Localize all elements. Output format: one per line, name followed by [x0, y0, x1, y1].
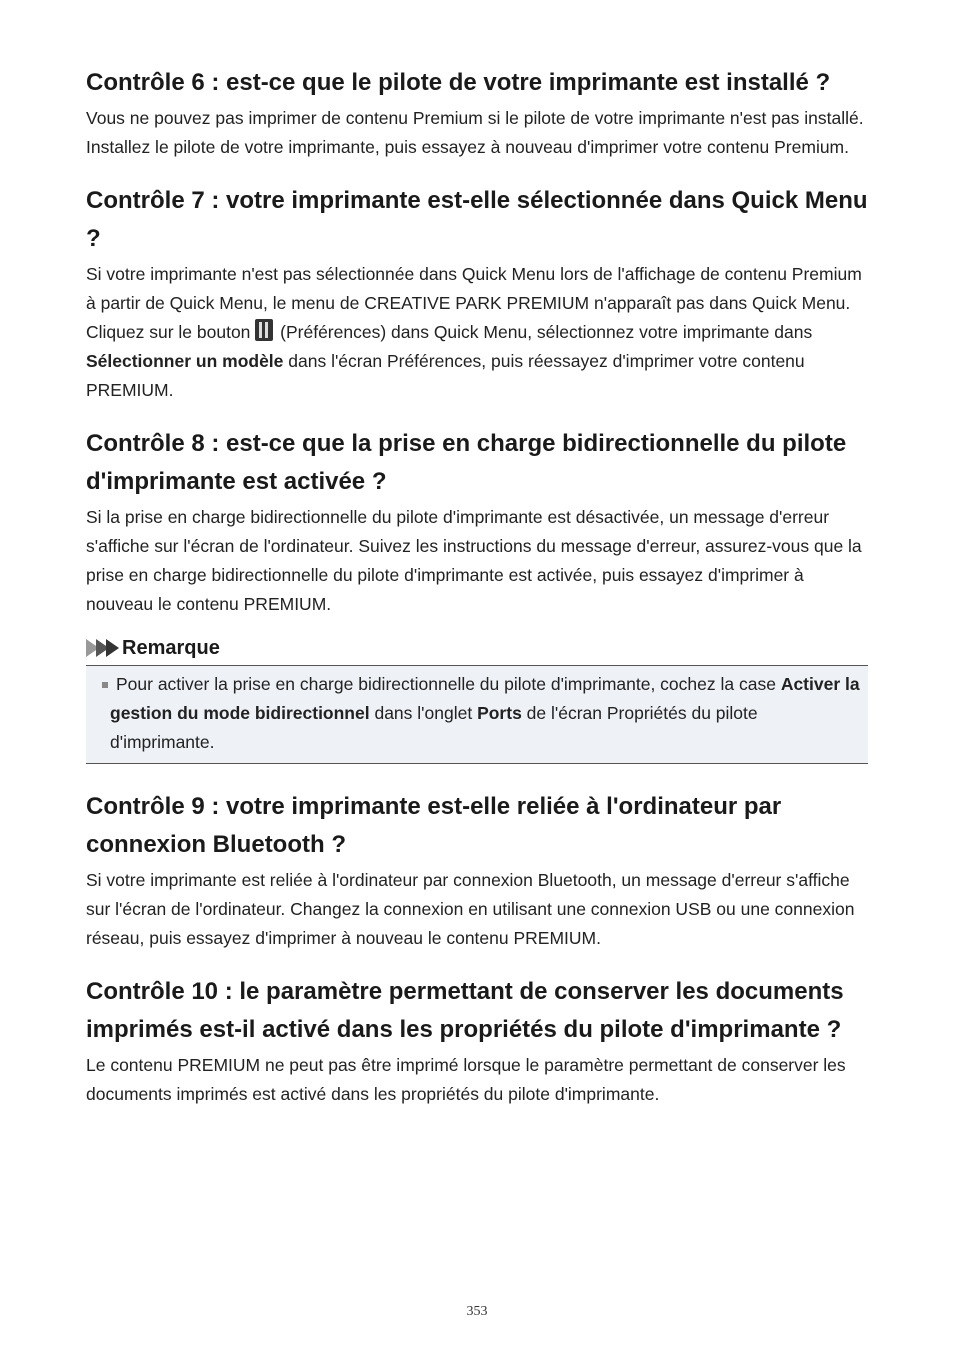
body-controle-7 [86, 260, 868, 405]
select-model-label: Sélectionner un modèle [86, 351, 284, 371]
body-controle-7-part2: (Préférences) dans Quick Menu, sélectionnez votre imprimante dans [275, 322, 813, 342]
body-controle-9: Si votre imprimante est reliée à l'ordinateur par connexion Bluetooth, un message d'erreur s'affiche sur l'écran de l'ordinateur. Changez la connexion en utilisant une connexion USB ou une connexion réseau, puis essayez d'imprimer à nouveau le contenu PREMIUM. [86, 870, 855, 948]
heading-controle-7: Contrôle 7 : votre imprimante est-elle sélectionnée dans Quick Menu ? [86, 187, 868, 252]
heading-controle-8: Contrôle 8 : est-ce que la prise en charge bidirectionnelle du pilote d'imprimante est activée ? [86, 430, 847, 495]
body-controle-10: Le contenu PREMIUM ne peut pas être imprimé lorsque le paramètre permettant de conserver les documents imprimés est activé dans les propriétés du pilote d'imprimante. [86, 1055, 846, 1104]
note-box [86, 665, 868, 764]
bullet-icon [102, 682, 108, 688]
body-controle-6: Vous ne pouvez pas imprimer de contenu Premium si le pilote de votre imprimante n'est pas installé. Installez le pilote de votre imprimante, puis essayez à nouveau d'imprimer votre contenu Premium. [86, 108, 864, 157]
body-controle-8: Si la prise en charge bidirectionnelle du pilote d'imprimante est désactivée, un message d'erreur s'affiche sur l'écran de l'ordinateur. Suivez les instructions du message d'erreur, assurez-vous que la prise en charge bidirectionnelle du pilote d'imprimante est activée, puis essayez d'imprimer à nouveau le contenu PREMIUM. [86, 507, 862, 614]
heading-controle-10: Contrôle 10 : le paramètre permettant de conserver les documents imprimés est-il activé dans les propriétés du pilote d'imprimante ? [86, 978, 844, 1043]
note-bold-2: Ports [477, 703, 522, 723]
heading-controle-9: Contrôle 9 : votre imprimante est-elle reliée à l'ordinateur par connexion Bluetooth ? [86, 793, 782, 858]
note-bold-1: Activer la gestion du mode bidirectionnel [110, 674, 860, 723]
document-page [86, 64, 868, 1129]
note-title-label: Remarque [122, 636, 220, 659]
body-controle-7-part1: Si votre imprimante n'est pas sélectionnée dans Quick Menu lors de l'affichage de contenu Premium à partir de Quick Menu, le menu de CREATIVE PARK PREMIUM n'apparaît pas dans Quick Menu. Cliquez sur le bouton [86, 264, 862, 342]
preferences-icon [255, 319, 273, 341]
note-text-1: Pour activer la prise en charge bidirectionnelle du pilote d'imprimante, cochez la case [116, 674, 781, 694]
note-arrows-icon [86, 639, 116, 657]
page-number: 353 [466, 1304, 488, 1319]
body-controle-7-part3: dans l'écran Préférences, puis réessayez d'imprimer votre contenu PREMIUM. [86, 351, 805, 400]
heading-controle-6: Contrôle 6 : est-ce que le pilote de votre imprimante est installé ? [86, 69, 831, 96]
note-title [86, 633, 868, 663]
note-text-3: de l'écran Propriétés du pilote d'imprimante. [110, 703, 758, 752]
note-text-2: dans l'onglet [369, 703, 478, 723]
